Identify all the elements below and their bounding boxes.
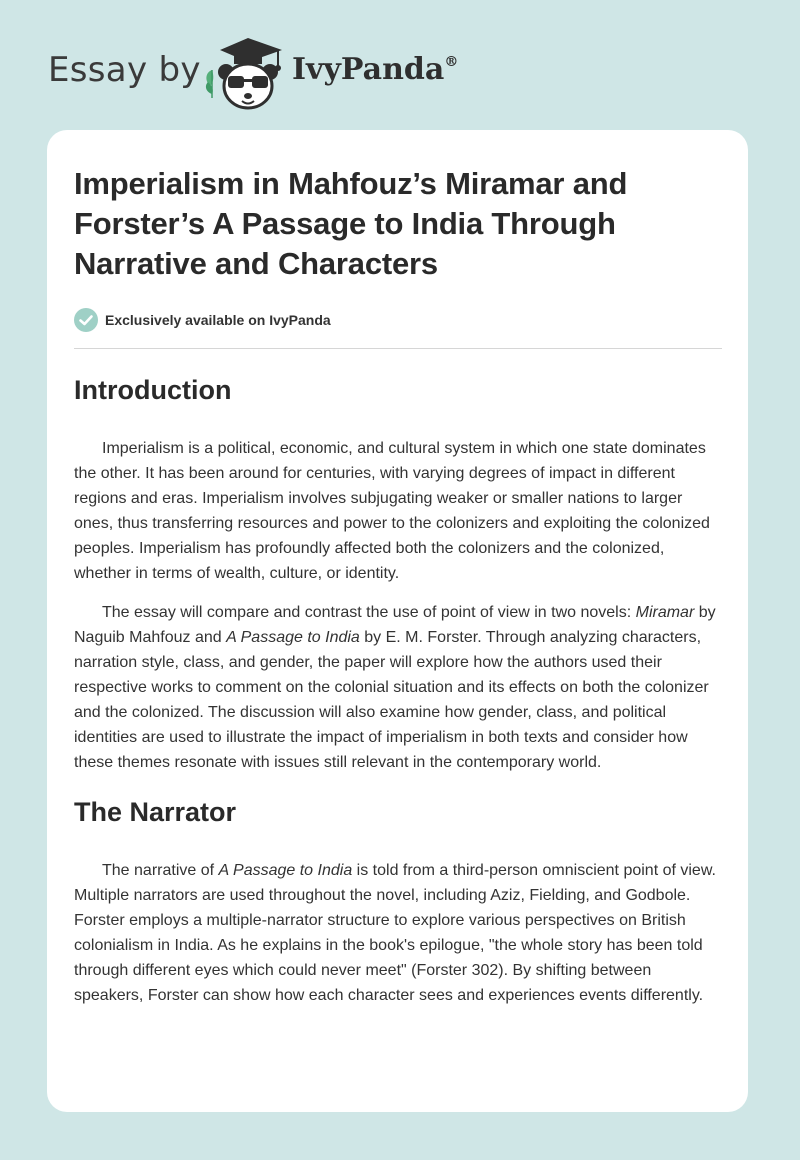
text-run: The essay will compare and contrast the use of point of view in two novels: xyxy=(102,604,636,621)
essay-card xyxy=(47,130,748,1112)
text-run: The narrative of xyxy=(102,862,219,879)
paragraph xyxy=(74,858,722,1008)
section-heading-narrator: The Narrator xyxy=(74,797,237,827)
essay-title: Imperialism in Mahfouz’s Miramar and Forster’s A Passage to India Through Narrative and Characters xyxy=(74,166,628,281)
text-run: by E. M. Forster. Through analyzing characters, narration style, class, and gender, the paper will explore how the authors used their respective works to comment on the colonial situation and its effects on both the colonizer and the colonized. The discussion will also examine how gender, class, and political identities are used to illustrate the impact of imperialism in both texts and consider how these themes resonate with issues still relevant in the contemporary world. xyxy=(74,629,709,771)
book-title-miramar: Miramar xyxy=(635,604,695,621)
check-badge-icon xyxy=(74,308,98,332)
registered-mark: ® xyxy=(444,54,459,70)
brand-name[interactable] xyxy=(292,52,458,87)
paragraph: Imperialism is a political, economic, and cultural system in which one state dominates the other. It has been around for centuries, with varying degrees of impact in different regions and eras. Imperialism involves subjugating weaker or smaller nations to larger ones, thus transferring resources and power to the colonizers and exploiting the colonized peoples. Imperialism has profoundly affected both the colonizers and the colonized, whether in terms of wealth, culture, or identity. xyxy=(74,440,710,582)
section-heading-introduction: Introduction xyxy=(74,375,232,405)
exclusive-badge xyxy=(74,308,722,332)
panda-logo-icon[interactable] xyxy=(200,34,290,114)
book-title-passage: A Passage to India xyxy=(218,862,353,879)
title-divider xyxy=(74,348,722,349)
site-header xyxy=(0,0,800,130)
book-title-passage: A Passage to India xyxy=(226,629,360,646)
essay-by-label: Essay by xyxy=(48,50,201,90)
text-run: by Naguib Mahfouz and xyxy=(74,604,716,646)
brand-text: IvyPanda xyxy=(292,52,445,87)
text-run: is told from a third-person omniscient point of view. Multiple narrators are used throughout the novel, including Aziz, Fielding, and Godbole. Forster employs a multiple-narrator structure to explore various perspectives on British colonialism in India. As he explains in the book's epilogue, "the whole story has been told through different eyes which could never meet" (Forster 302). By shifting between speakers, Forster can show how each character sees and experiences events differently. xyxy=(74,862,716,1004)
paragraph xyxy=(74,600,722,775)
exclusive-text: Exclusively available on IvyPanda xyxy=(105,312,331,328)
